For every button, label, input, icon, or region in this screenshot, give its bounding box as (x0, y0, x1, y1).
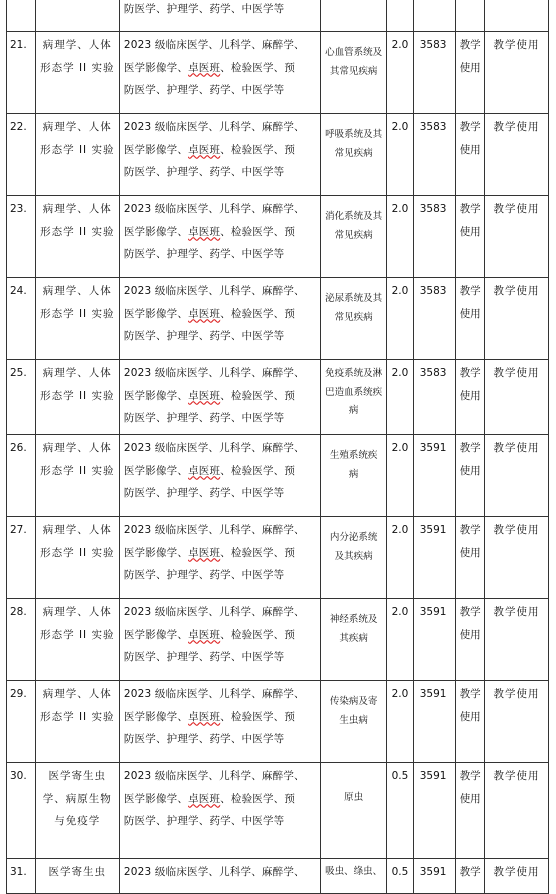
spellcheck-underlined-text: 卓医班 (188, 225, 221, 238)
classes-line (124, 788, 320, 811)
table-row (7, 278, 549, 360)
classes-line: 防医学、护理学、药学、中医学等 (123, 248, 285, 260)
cell-classes (119, 32, 320, 114)
course-line: 形态学 II 实验 (40, 225, 115, 238)
spellcheck-underlined-text: 卓医班 (188, 546, 221, 559)
classes-line: 2023 级临床医学、儿科学、麻醉学、 (123, 121, 305, 133)
classes-line: 2023 级临床医学、儿科学、麻醉学、 (123, 442, 305, 454)
cell-classes (119, 599, 320, 681)
topic-line: 吸虫、绦虫、 (325, 866, 383, 877)
cell-course (35, 32, 119, 114)
classes-text: 医学影像学、 (123, 792, 189, 805)
type-line: 使用 (459, 464, 481, 477)
spellcheck-underlined-text: 卓医班 (188, 628, 221, 641)
table-body (7, 0, 549, 894)
classes-line (124, 460, 320, 483)
classes-line (124, 303, 320, 326)
type-line: 教学 (459, 442, 481, 454)
cell-use: 教学使用 (485, 278, 549, 360)
classes-line: 2023 级临床医学、儿科学、麻醉学、 (123, 367, 305, 379)
cell-classes (119, 278, 320, 360)
classes-line: 防医学、护理学、药学、中医学等 (123, 330, 285, 342)
cell-type (456, 435, 485, 517)
table-row (7, 859, 549, 894)
topic-line: 消化系统及其 (325, 211, 383, 222)
cell-num: 28. (7, 599, 36, 681)
cell-classes (119, 435, 320, 517)
type-line: 使用 (459, 792, 481, 805)
course-line: 形态学 II 实验 (40, 546, 115, 559)
spellcheck-underlined-text: 卓医班 (188, 307, 221, 320)
type-line: 教学 (459, 524, 481, 536)
classes-line: 防医学、护理学、药学、中医学等 (123, 733, 285, 745)
classes-line: 2023 级临床医学、儿科学、麻醉学、 (123, 524, 305, 536)
cell-hours: 2.0 (387, 435, 414, 517)
course-line: 医学寄生虫 (48, 866, 107, 878)
classes-text: 、检验医学、预 (220, 792, 296, 805)
cell-course (35, 763, 119, 859)
spellcheck-underlined-text: 卓医班 (188, 464, 221, 477)
course-line: 病理学、人体 (42, 285, 112, 297)
course-line: 病理学、人体 (42, 203, 112, 215)
topic-line: 传染病及寄 (329, 696, 378, 707)
spellcheck-underlined-text: 卓医班 (188, 792, 221, 805)
course-line: 病理学、人体 (42, 524, 112, 536)
classes-line (124, 542, 320, 565)
classes-line: 防医学、护理学、药学、中医学等 (123, 84, 285, 96)
cell-type (456, 681, 485, 763)
cell-hours: 2.0 (387, 599, 414, 681)
cell-hours: 2.0 (387, 196, 414, 278)
cell-hours: 0.5 (387, 763, 414, 859)
cell-classes (119, 517, 320, 599)
classes-text: 、检验医学、预 (220, 307, 296, 320)
cell-topic (321, 681, 387, 763)
cell-use: 教学使用 (485, 763, 549, 859)
type-line: 使用 (459, 143, 481, 156)
cell-code: 3583 (413, 32, 456, 114)
cell-hours: 2.0 (387, 360, 414, 435)
cell-hours: 2.0 (387, 114, 414, 196)
classes-text: 、检验医学、预 (220, 628, 296, 641)
cell-topic (321, 360, 387, 435)
cell-code: 3591 (413, 435, 456, 517)
course-line: 医学寄生虫 (48, 770, 107, 782)
topic-line: 巴造血系统疾 (325, 386, 383, 398)
cell-code: 3583 (413, 278, 456, 360)
cell-code: 3583 (413, 114, 456, 196)
topic-line: 神经系统及 (329, 614, 378, 625)
cell-course (35, 114, 119, 196)
cell-course (35, 435, 119, 517)
cell-code: 3583 (413, 196, 456, 278)
cell-topic (321, 278, 387, 360)
classes-line: 防医学、护理学、药学、中医学等 (123, 569, 285, 581)
table-row (7, 435, 549, 517)
classes-text: 医学影像学、 (123, 710, 189, 723)
cell-num: 31. (7, 859, 36, 894)
cell-num: 23. (7, 196, 36, 278)
table-row (7, 763, 549, 859)
cell-type (456, 32, 485, 114)
classes-line: 2023 级临床医学、儿科学、麻醉学、 (123, 688, 305, 700)
course-line: 形态学 II 实验 (40, 307, 115, 320)
type-line: 使用 (459, 61, 481, 74)
cell-topic (321, 763, 387, 859)
cell-code: 3591 (413, 859, 456, 894)
topic-line: 内分泌系统 (329, 532, 378, 543)
topic-line: 免疫系统及淋 (325, 368, 383, 379)
type-line: 教学 (459, 770, 481, 782)
course-line: 学、病原生物 (42, 792, 112, 805)
classes-text: 、检验医学、预 (220, 225, 296, 238)
cell-num: 30. (7, 763, 36, 859)
spellcheck-underlined-text: 卓医班 (188, 143, 221, 156)
table-row (7, 196, 549, 278)
topic-line: 心血管系统及 (325, 47, 383, 58)
cell-num: 22. (7, 114, 36, 196)
cell-use (485, 0, 549, 32)
type-line: 教学 (459, 606, 481, 618)
classes-line (124, 706, 320, 729)
cell-topic (321, 0, 387, 32)
cell-hours: 2.0 (387, 681, 414, 763)
cell-num: 26. (7, 435, 36, 517)
spellcheck-underlined-text: 卓医班 (188, 389, 221, 402)
cell-classes (119, 681, 320, 763)
cell-type (456, 599, 485, 681)
cell-use: 教学使用 (485, 196, 549, 278)
table-row (7, 360, 549, 435)
classes-line: 2023 级临床医学、儿科学、麻醉学、 (123, 285, 305, 297)
cell-code: 3591 (413, 681, 456, 763)
cell-topic (321, 859, 387, 894)
type-line: 使用 (459, 225, 481, 238)
cell-code: 3583 (413, 360, 456, 435)
cell-use: 教学使用 (485, 32, 549, 114)
type-line: 教学 (459, 688, 481, 700)
type-line: 使用 (459, 628, 481, 641)
type-line: 使用 (459, 307, 481, 320)
classes-line: 2023 级临床医学、儿科学、麻醉学、 (123, 770, 305, 782)
table-row (7, 681, 549, 763)
table-row (7, 599, 549, 681)
type-line: 教学 (459, 121, 481, 133)
cell-type (456, 0, 485, 32)
course-line: 形态学 II 实验 (40, 389, 115, 402)
classes-text: 医学影像学、 (123, 307, 189, 320)
cell-topic (321, 196, 387, 278)
type-line: 使用 (459, 546, 481, 559)
classes-line: 防医学、护理学、药学、中医学等 (123, 815, 285, 827)
type-line: 教学 (459, 285, 481, 297)
topic-line: 生殖系统疾 (329, 450, 378, 461)
course-line: 病理学、人体 (42, 39, 112, 51)
course-line: 与免疫学 (54, 815, 101, 827)
cell-classes (119, 859, 320, 894)
spellcheck-underlined-text: 卓医班 (188, 61, 221, 74)
classes-line (124, 385, 320, 408)
cell-code: 3591 (413, 599, 456, 681)
topic-line: 及其疾病 (334, 550, 373, 562)
course-line: 病理学、人体 (42, 442, 112, 454)
cell-num: 25. (7, 360, 36, 435)
topic-line: 病 (348, 468, 359, 480)
cell-course (35, 196, 119, 278)
type-line: 教学 (459, 367, 481, 379)
cell-classes (119, 114, 320, 196)
classes-line: 防医学、护理学、药学、中医学等 (123, 487, 285, 499)
cell-classes (119, 360, 320, 435)
cell-use: 教学使用 (485, 517, 549, 599)
cell-course (35, 0, 119, 32)
cell-hours: 2.0 (387, 278, 414, 360)
classes-line (124, 139, 320, 162)
cell-topic (321, 435, 387, 517)
classes-text: 、检验医学、预 (220, 143, 296, 156)
course-line: 形态学 II 实验 (40, 464, 115, 477)
cell-topic (321, 599, 387, 681)
cell-type (456, 278, 485, 360)
cell-num: 21. (7, 32, 36, 114)
cell-course (35, 599, 119, 681)
topic-line: 原虫 (344, 792, 364, 803)
cell-type (456, 859, 485, 894)
cell-use: 教学使用 (485, 859, 549, 894)
cell-topic (321, 517, 387, 599)
cell-type (456, 763, 485, 859)
cell-code (413, 0, 456, 32)
table-row (7, 114, 549, 196)
classes-line (124, 221, 320, 244)
topic-line: 生虫病 (339, 714, 368, 726)
cell-type (456, 196, 485, 278)
course-line: 形态学 II 实验 (40, 628, 115, 641)
topic-line: 其常见疾病 (329, 65, 378, 77)
cell-course (35, 360, 119, 435)
classes-text: 医学影像学、 (123, 464, 189, 477)
cell-code: 3591 (413, 517, 456, 599)
course-line: 病理学、人体 (42, 121, 112, 133)
cell-hours: 2.0 (387, 517, 414, 599)
classes-line: 防医学、护理学、药学、中医学等 (123, 651, 285, 663)
cell-type (456, 517, 485, 599)
cell-hours: 0.5 (387, 859, 414, 894)
cell-classes (119, 763, 320, 859)
spellcheck-underlined-text: 卓医班 (188, 710, 221, 723)
type-line: 教学 (459, 866, 481, 878)
topic-line: 病 (348, 405, 359, 416)
type-line: 使用 (459, 710, 481, 723)
cell-type (456, 114, 485, 196)
cell-num: 27. (7, 517, 36, 599)
classes-line: 2023 级临床医学、儿科学、麻醉学、 (123, 866, 305, 878)
course-line: 病理学、人体 (42, 688, 112, 700)
cell-num: 24. (7, 278, 36, 360)
cell-topic (321, 114, 387, 196)
topic-line: 其疾病 (339, 632, 368, 644)
classes-line: 2023 级临床医学、儿科学、麻醉学、 (123, 606, 305, 618)
classes-line (124, 57, 320, 80)
cell-use: 教学使用 (485, 681, 549, 763)
topic-line: 泌尿系统及其 (325, 293, 383, 304)
classes-text: 、检验医学、预 (220, 710, 296, 723)
classes-line (124, 624, 320, 647)
topic-line: 常见疾病 (334, 311, 373, 323)
cell-hours (387, 0, 414, 32)
cell-course (35, 859, 119, 894)
course-schedule-table (6, 0, 549, 894)
classes-text: 医学影像学、 (123, 61, 189, 74)
cell-use: 教学使用 (485, 599, 549, 681)
cell-use: 教学使用 (485, 360, 549, 435)
cell-topic (321, 32, 387, 114)
type-line: 使用 (459, 389, 481, 402)
classes-text: 医学影像学、 (123, 546, 189, 559)
cell-classes (119, 0, 320, 32)
table-row (7, 0, 549, 32)
table-row (7, 32, 549, 114)
classes-text: 医学影像学、 (123, 143, 189, 156)
course-line: 形态学 II 实验 (40, 710, 115, 723)
cell-num (7, 0, 36, 32)
classes-line: 防医学、护理学、药学、中医学等 (123, 166, 285, 178)
cell-num: 29. (7, 681, 36, 763)
cell-course (35, 517, 119, 599)
classes-line: 防医学、护理学、药学、中医学等 (123, 412, 285, 424)
type-line: 教学 (459, 203, 481, 215)
classes-text: 、检验医学、预 (220, 389, 296, 402)
course-line: 形态学 II 实验 (40, 61, 115, 74)
classes-text: 、检验医学、预 (220, 61, 296, 74)
cell-type (456, 360, 485, 435)
cell-use: 教学使用 (485, 435, 549, 517)
course-line: 形态学 II 实验 (40, 143, 115, 156)
classes-text: 医学影像学、 (123, 225, 189, 238)
topic-line: 常见疾病 (334, 229, 373, 241)
classes-line: 2023 级临床医学、儿科学、麻醉学、 (123, 39, 305, 51)
table-row (7, 517, 549, 599)
classes-text: 、检验医学、预 (220, 546, 296, 559)
cell-course (35, 681, 119, 763)
cell-course (35, 278, 119, 360)
cell-classes (119, 196, 320, 278)
topic-line: 呼吸系统及其 (325, 129, 383, 140)
classes-text: 医学影像学、 (123, 628, 189, 641)
classes-line: 2023 级临床医学、儿科学、麻醉学、 (123, 203, 305, 215)
classes-line: 防医学、护理学、药学、中医学等 (123, 3, 285, 15)
course-line: 病理学、人体 (42, 606, 112, 618)
classes-text: 、检验医学、预 (220, 464, 296, 477)
topic-line: 常见疾病 (334, 147, 373, 159)
cell-hours: 2.0 (387, 32, 414, 114)
type-line: 教学 (459, 39, 481, 51)
course-line: 病理学、人体 (42, 367, 112, 379)
cell-code: 3591 (413, 763, 456, 859)
cell-use: 教学使用 (485, 114, 549, 196)
classes-text: 医学影像学、 (123, 389, 189, 402)
